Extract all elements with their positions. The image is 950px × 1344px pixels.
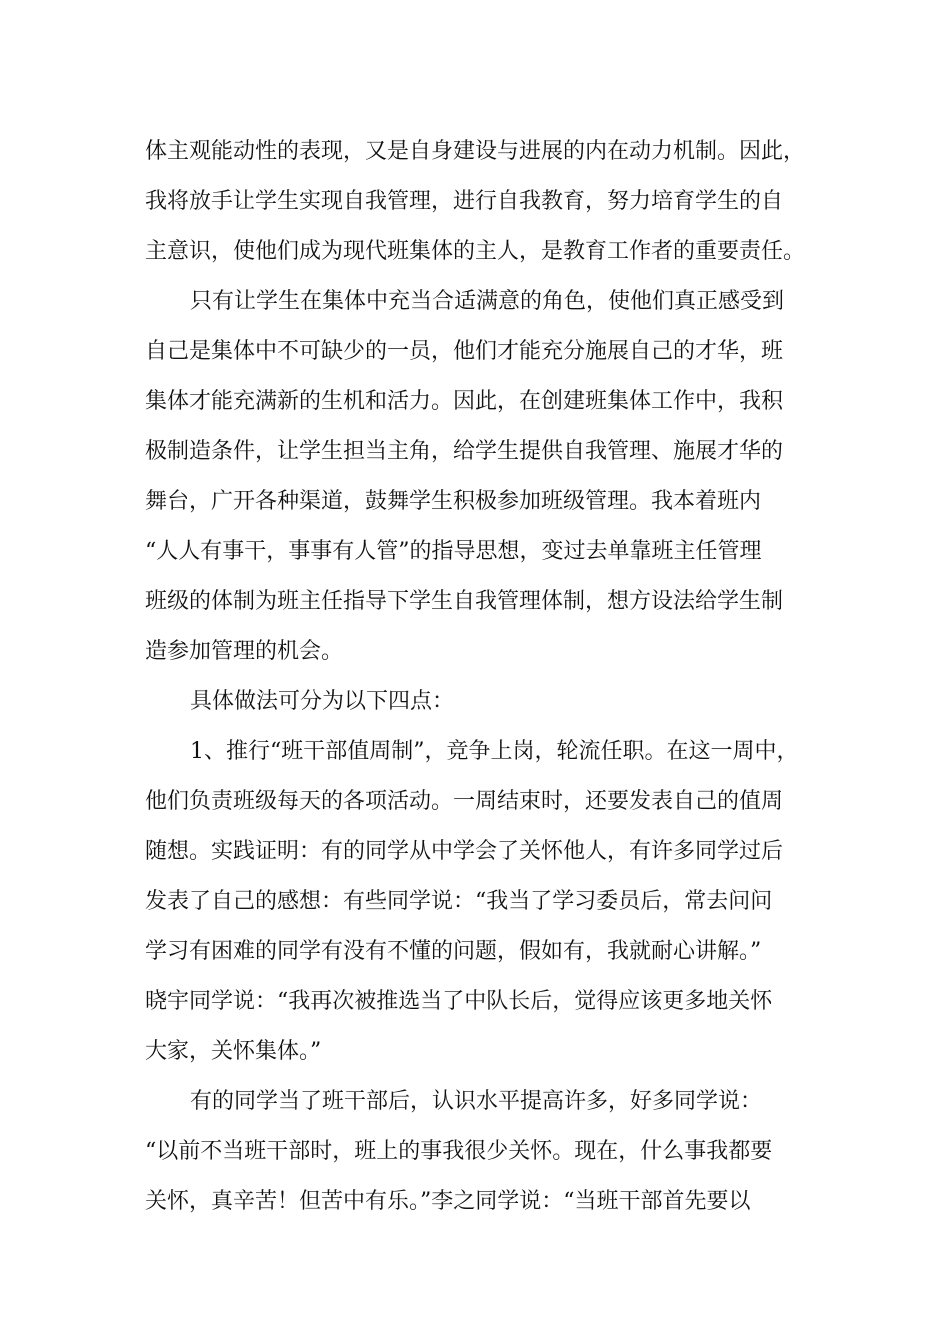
text-line: 随想。实践证明：有的同学从中学会了关怀他人，有许多同学过后 <box>145 839 784 864</box>
text-line: 主意识，使他们成为现代班集体的主人，是教育工作者的重要责任。 <box>145 239 806 264</box>
text-line: 造参加管理的机会。 <box>145 639 344 664</box>
paragraph-first-line: 1、推行“班干部值周制”，竞争上岗，轮流任职。在这一周中， <box>190 739 799 764</box>
paragraph-first-line: 具体做法可分为以下四点： <box>190 689 455 714</box>
text-line: 自己是集体中不可缺少的一员，他们才能充分施展自己的才华，班 <box>145 339 784 364</box>
text-line: 体主观能动性的表现，又是自身建设与进展的内在动力机制。因此， <box>145 139 806 164</box>
paragraph-first-line: 有的同学当了班干部后，认识水平提高许多，好多同学说： <box>190 1089 763 1114</box>
text-line: 我将放手让学生实现自我管理，进行自我教育，努力培育学生的自 <box>145 189 784 214</box>
text-line: 学习有困难的同学有没有不懂的问题，假如有，我就耐心讲解。” <box>145 939 762 964</box>
text-line: 极制造条件，让学生担当主角，给学生提供自我管理、施展才华的 <box>145 439 784 464</box>
text-line: 关怀，真辛苦！但苦中有乐。”李之同学说：“当班干部首先要以 <box>145 1189 751 1214</box>
text-line: 发表了自己的感想：有些同学说：“我当了学习委员后，常去问问 <box>145 889 773 914</box>
text-line: “以前不当班干部时，班上的事我很少关怀。现在，什么事我都要 <box>145 1139 773 1164</box>
text-line: 他们负责班级每天的各项活动。一周结束时，还要发表自己的值周 <box>145 789 784 814</box>
paragraph-first-line: 只有让学生在集体中充当合适满意的角色，使他们真正感受到 <box>190 289 785 314</box>
text-line: “人人有事干，事事有人管”的指导思想，变过去单靠班主任管理 <box>145 539 762 564</box>
text-line: 集体才能充满新的生机和活力。因此，在创建班集体工作中，我积 <box>145 389 784 414</box>
text-line: 班级的体制为班主任指导下学生自我管理体制，想方设法给学生制 <box>145 589 784 614</box>
text-line: 舞台，广开各种渠道，鼓舞学生积极参加班级管理。我本着班内 <box>145 489 762 514</box>
text-line: 大家，关怀集体。” <box>145 1039 322 1064</box>
text-line: 晓宇同学说：“我再次被推选当了中队长后，觉得应该更多地关怀 <box>145 989 773 1014</box>
